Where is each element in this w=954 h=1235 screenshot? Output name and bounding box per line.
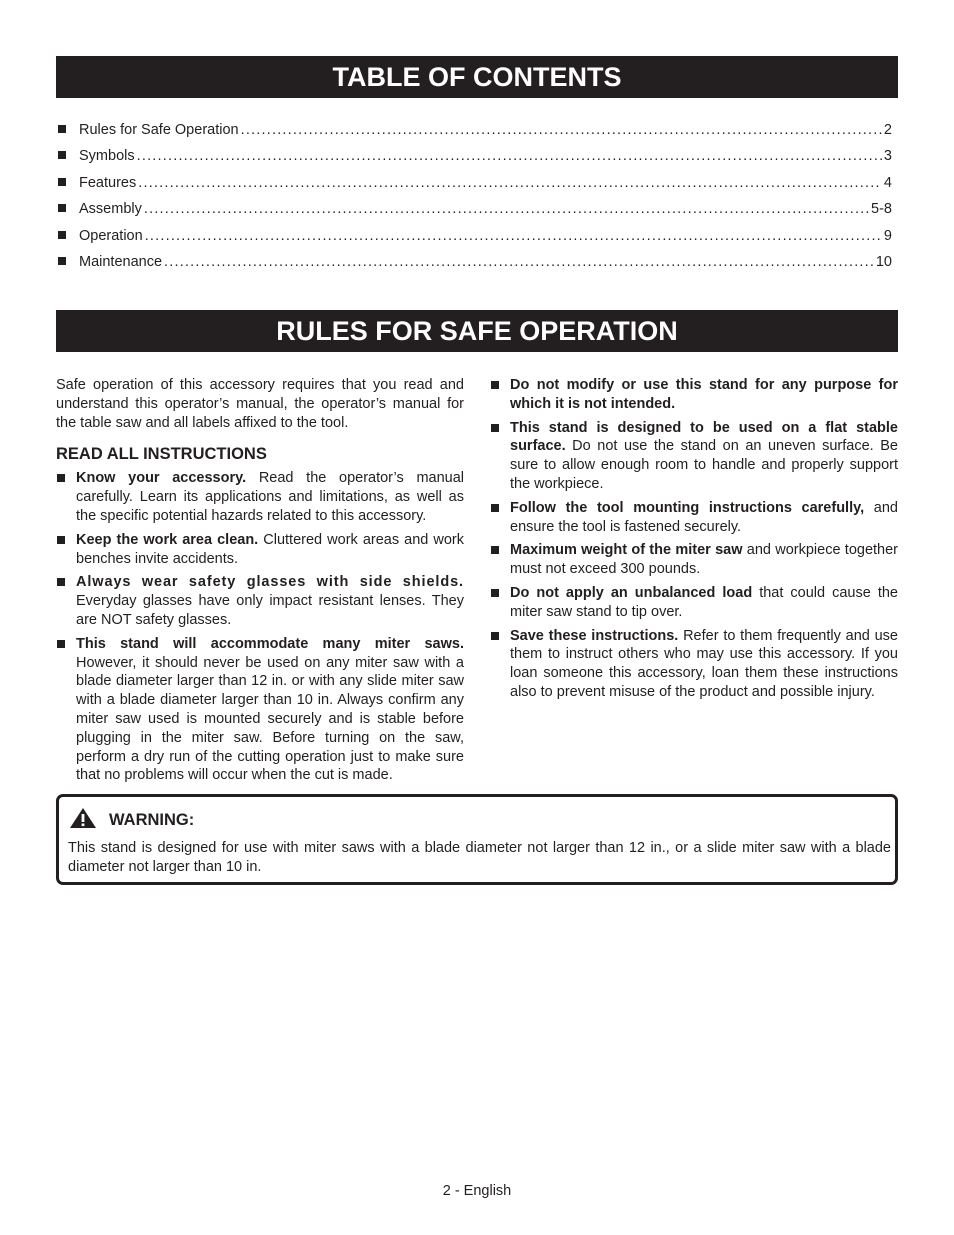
toc-item-title: Operation — [79, 227, 143, 244]
toc-item[interactable] — [56, 122, 892, 148]
toc-item-title: Rules for Safe Operation — [79, 122, 239, 138]
toc-leader-dots — [137, 148, 882, 164]
rule-bold: Do not apply an unbalanced load — [510, 584, 753, 601]
square-bullet-icon — [491, 424, 499, 432]
toc-heading: TABLE OF CONTENTS — [56, 56, 898, 98]
rule-item — [490, 419, 898, 494]
toc-item-title: Maintenance — [79, 253, 163, 270]
square-bullet-icon — [491, 381, 499, 389]
rule-text: Read the operator’s manual carefully. Learn its applications and limitations, as well as the specific potential hazards related to this accessory. — [76, 470, 464, 524]
warning-text: This stand is designed for use with miter saws with a blade diameter not larger than 12 in., or a slide miter saw with a blade diameter not larger than 10 in. — [68, 840, 891, 875]
warning-triangle-icon — [69, 807, 97, 834]
rules-list-right — [490, 376, 898, 702]
rule-text: Refer to them frequently and use them to instruct others who may use this accessory. If you loan someone this accessory, loan them these instructions also to prevent misuse of the product and possible injury. — [510, 627, 898, 700]
toc-leader-dots — [164, 254, 874, 270]
rule-item — [56, 469, 464, 525]
rules-intro: Safe operation of this accessory requires that you read and understand this operator’s manual, the operator’s manual for the table saw and all labels affixed to the tool. — [56, 377, 464, 431]
square-bullet-icon — [58, 204, 66, 212]
rule-bold: Keep the work area clean. — [76, 531, 259, 548]
warning-box — [56, 794, 898, 885]
square-bullet-icon — [57, 474, 65, 482]
rule-bold: This stand is designed to be used on a flat stable surface. — [510, 419, 898, 455]
rules-left-column — [56, 376, 464, 790]
rule-bold: Save these instructions. — [510, 627, 679, 644]
rule-text: and workpiece together must not exceed 300 pounds. — [510, 542, 898, 578]
toc-item-page: 5-8 — [871, 201, 892, 218]
rule-text: Do not use the stand on an uneven surface. Be sure to allow enough room to handle and properly support the workpiece. — [510, 438, 898, 492]
rule-item — [56, 635, 464, 785]
rule-item — [490, 627, 898, 702]
toc-item-page: 2 — [883, 122, 892, 138]
rule-item — [56, 573, 464, 629]
rules-list-left — [56, 469, 464, 785]
toc-leader-dots — [138, 175, 882, 191]
rule-text: Everyday glasses have only impact resistant lenses. They are NOT safety glasses. — [76, 593, 464, 628]
rule-bold: Always wear safety glasses with side shields. — [76, 574, 464, 591]
square-bullet-icon — [58, 257, 66, 265]
toc-item[interactable] — [56, 175, 892, 201]
rule-item — [490, 584, 898, 622]
square-bullet-icon — [57, 536, 65, 544]
toc-leader-dots — [144, 201, 869, 217]
square-bullet-icon — [58, 125, 66, 133]
toc-item-title: Assembly — [79, 201, 142, 218]
rule-bold: Know your accessory. — [76, 470, 247, 487]
toc-item[interactable] — [56, 228, 892, 254]
rule-bold: Maximum weight of the miter saw — [510, 542, 743, 559]
rule-text: Cluttered work areas and work benches invite accidents. — [76, 531, 465, 567]
square-bullet-icon — [58, 151, 66, 159]
toc-item-title: Features — [79, 174, 137, 191]
square-bullet-icon — [491, 504, 499, 512]
warning-header — [69, 807, 194, 834]
toc-item-page: 3 — [883, 148, 892, 165]
rules-heading: RULES FOR SAFE OPERATION — [56, 310, 898, 352]
square-bullet-icon — [491, 546, 499, 554]
toc-list — [56, 122, 892, 280]
rules-right-column — [490, 376, 898, 707]
toc-item[interactable] — [56, 201, 892, 227]
page-footer: 2 - English — [442, 1183, 512, 1199]
toc-item-title: Symbols — [79, 148, 135, 165]
square-bullet-icon — [491, 632, 499, 640]
square-bullet-icon — [491, 589, 499, 597]
toc-item-page: 9 — [883, 227, 892, 244]
rule-text: and ensure the tool is fastened securely. — [510, 499, 898, 535]
rule-item — [490, 541, 898, 579]
square-bullet-icon — [57, 578, 65, 586]
toc-item[interactable] — [56, 148, 892, 174]
warning-title: WARNING: — [109, 811, 195, 829]
rule-item — [490, 376, 898, 414]
toc-item[interactable] — [56, 254, 892, 280]
square-bullet-icon — [57, 640, 65, 648]
toc-leader-dots — [241, 122, 882, 138]
toc-item-page: 10 — [875, 253, 892, 270]
rule-bold: This stand will accommodate many miter saws. — [76, 635, 464, 652]
rule-text: that could cause the miter saw stand to tip over. — [510, 584, 898, 620]
rule-bold: Follow the tool mounting instructions carefully, — [510, 499, 865, 516]
rule-bold: Do not modify or use this stand for any purpose for which it is not intended. — [510, 377, 898, 412]
rule-item — [56, 531, 464, 569]
toc-item-page: 4 — [883, 174, 892, 191]
square-bullet-icon — [58, 231, 66, 239]
read-instructions-subheading: READ ALL INSTRUCTIONS — [56, 445, 267, 464]
rule-item — [490, 499, 898, 537]
square-bullet-icon — [58, 178, 66, 186]
toc-leader-dots — [145, 228, 882, 244]
rule-text: However, it should never be used on any miter saw with a blade diameter larger than 12 in. or with any slide miter saw with a blade diameter larger than 10 in. Always confirm any miter saw used is mounted securely and is stable before plugging in the miter saw. Before turning on the saw, perform a dry run of the cutting operation just to make sure that no problems will occur when the cut is made. — [76, 654, 464, 784]
